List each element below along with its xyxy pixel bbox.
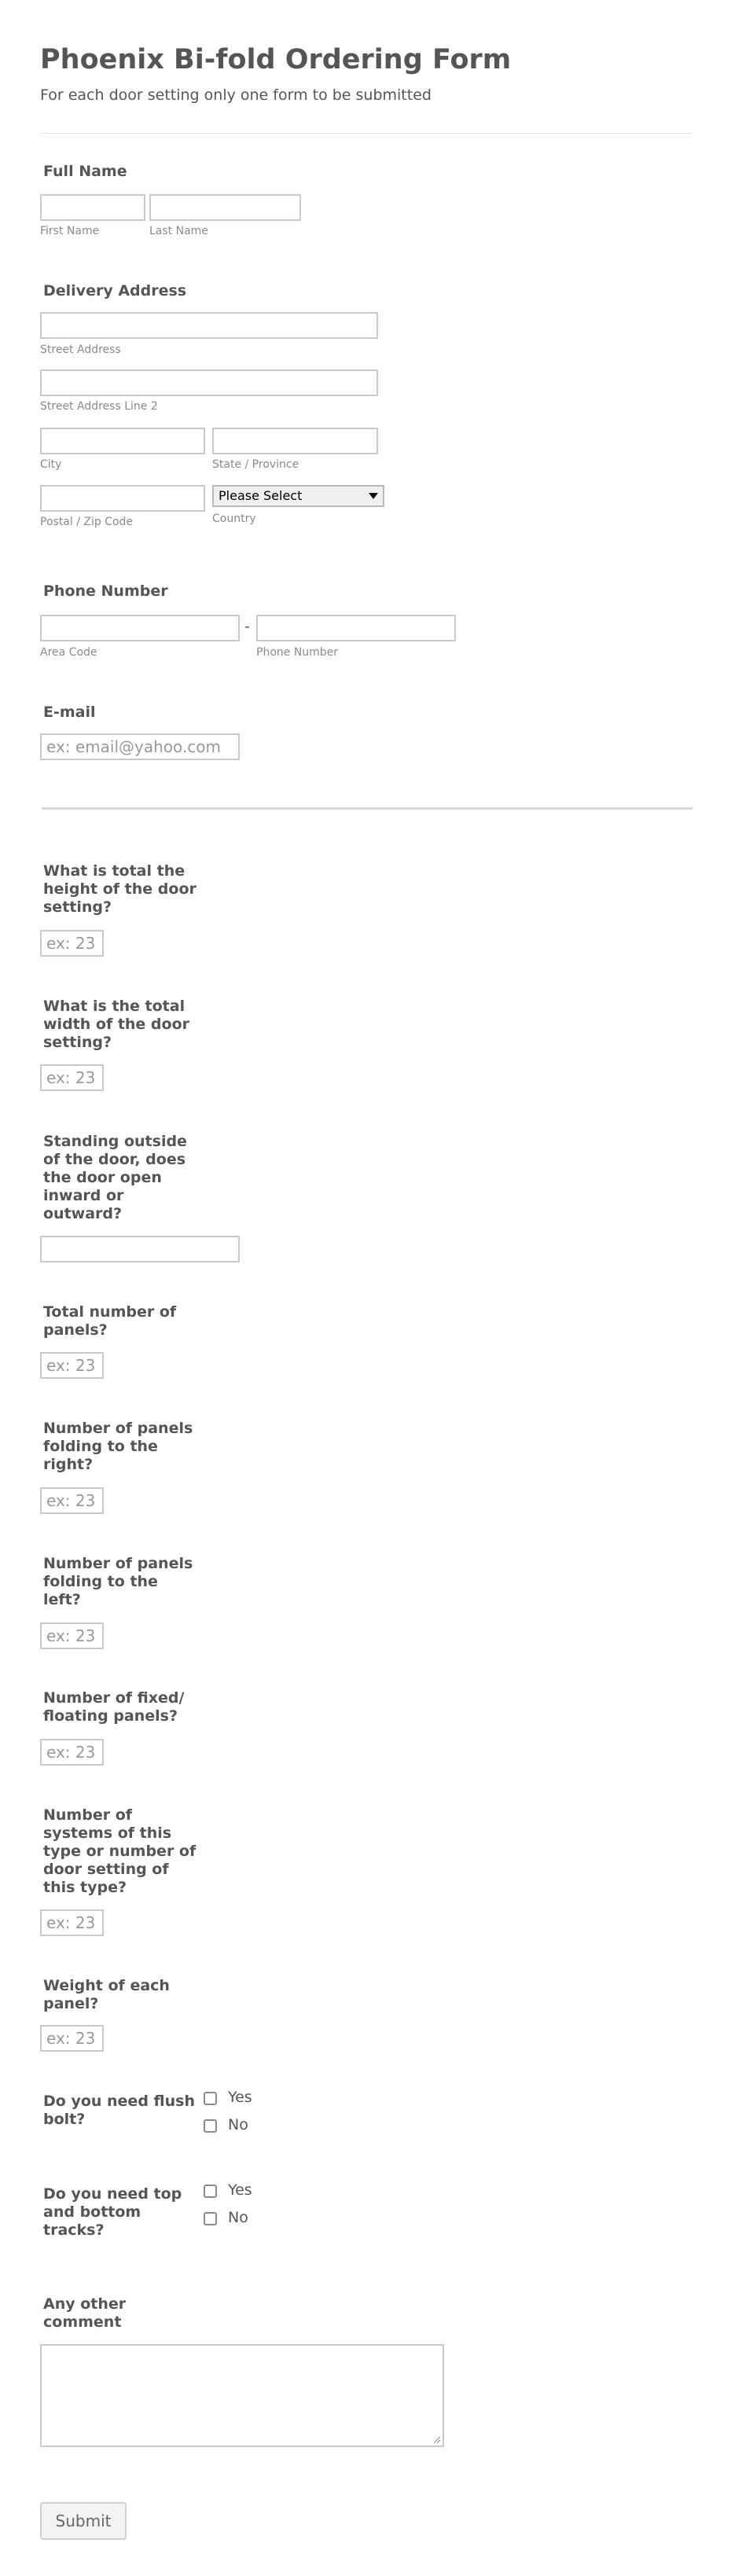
left-panels-input[interactable]: ex: 23 xyxy=(40,1622,104,1649)
country-select[interactable] xyxy=(212,485,384,507)
door-width-label: What is the total width of the door setting? xyxy=(43,998,190,1051)
full-name-label: Full Name xyxy=(43,163,127,180)
postal-code-input[interactable] xyxy=(40,485,205,512)
street-address-input[interactable] xyxy=(40,312,378,339)
door-height-input[interactable]: ex: 23 xyxy=(40,930,104,957)
email-label: E-mail xyxy=(43,704,96,721)
state-sublabel: State / Province xyxy=(212,458,299,471)
systems-count-input[interactable]: ex: 23 xyxy=(40,1909,104,1936)
section-divider xyxy=(42,807,692,810)
total-panels-input[interactable]: ex: 23 xyxy=(40,1352,104,1379)
first-name-sublabel: First Name xyxy=(40,225,100,237)
flush-bolt-no-checkbox[interactable] xyxy=(204,2119,217,2133)
door-width-input[interactable]: ex: 23 xyxy=(40,1064,104,1091)
country-sublabel: Country xyxy=(212,513,256,525)
last-name-input[interactable] xyxy=(149,194,301,221)
right-panels-label: Number of panels folding to the right? xyxy=(43,1420,193,1473)
tracks-no-checkbox[interactable] xyxy=(204,2212,217,2225)
total-panels-label: Total number of panels? xyxy=(43,1303,177,1339)
panel-weight-input[interactable]: ex: 23 xyxy=(40,2025,104,2052)
flush-bolt-yes-label[interactable]: Yes xyxy=(228,2089,252,2106)
delivery-address-label: Delivery Address xyxy=(43,282,187,299)
header-divider xyxy=(40,133,692,134)
last-name-sublabel: Last Name xyxy=(149,225,208,237)
phone-number-label: Phone Number xyxy=(43,582,168,600)
tracks-label: Do you need top and bottom tracks? xyxy=(43,2185,182,2239)
street-address-line2-sublabel: Street Address Line 2 xyxy=(40,400,158,413)
street-address-sublabel: Street Address xyxy=(40,344,121,356)
systems-count-label: Number of systems of this type or number of door setting of this type? xyxy=(43,1806,197,1896)
tracks-yes-label[interactable]: Yes xyxy=(228,2181,252,2199)
chevron-down-icon xyxy=(369,493,378,499)
panel-weight-label: Weight of each panel? xyxy=(43,1977,170,2012)
resize-grip-icon[interactable] xyxy=(433,2436,441,2444)
page-title: Phoenix Bi-fold Ordering Form xyxy=(40,44,512,75)
comment-textarea[interactable] xyxy=(40,2344,444,2447)
fixed-panels-input[interactable]: ex: 23 xyxy=(40,1739,104,1766)
postal-code-sublabel: Postal / Zip Code xyxy=(40,516,134,528)
email-input[interactable]: ex: email@yahoo.com xyxy=(40,733,240,760)
flush-bolt-no-label[interactable]: No xyxy=(228,2116,248,2133)
state-input[interactable] xyxy=(212,428,378,454)
submit-button[interactable]: Submit xyxy=(40,2502,127,2540)
door-opening-input[interactable] xyxy=(40,1236,240,1262)
city-sublabel: City xyxy=(40,458,62,471)
phone-number-input[interactable] xyxy=(256,615,456,641)
comment-label: Any other comment xyxy=(43,2295,127,2331)
area-code-sublabel: Area Code xyxy=(40,646,97,659)
door-opening-label: Standing outside of the door, does the door open inward or outward? xyxy=(43,1133,187,1222)
phone-number-sublabel: Phone Number xyxy=(256,646,339,659)
tracks-yes-checkbox[interactable] xyxy=(204,2185,217,2198)
street-address-line2-input[interactable] xyxy=(40,369,378,396)
flush-bolt-label: Do you need flush bolt? xyxy=(43,2093,195,2128)
door-height-label: What is total the height of the door setting? xyxy=(43,862,197,916)
flush-bolt-yes-checkbox[interactable] xyxy=(204,2092,217,2105)
fixed-panels-label: Number of fixed/ floating panels? xyxy=(43,1689,185,1725)
first-name-input[interactable] xyxy=(40,194,145,221)
phone-separator: - xyxy=(244,618,250,635)
right-panels-input[interactable]: ex: 23 xyxy=(40,1487,104,1514)
city-input[interactable] xyxy=(40,428,205,454)
area-code-input[interactable] xyxy=(40,615,240,641)
country-select-value: Please Select xyxy=(219,488,303,503)
page-subtitle: For each door setting only one form to be submitted xyxy=(40,86,432,104)
tracks-no-label[interactable]: No xyxy=(228,2209,248,2226)
left-panels-label: Number of panels folding to the left? xyxy=(43,1555,193,1608)
